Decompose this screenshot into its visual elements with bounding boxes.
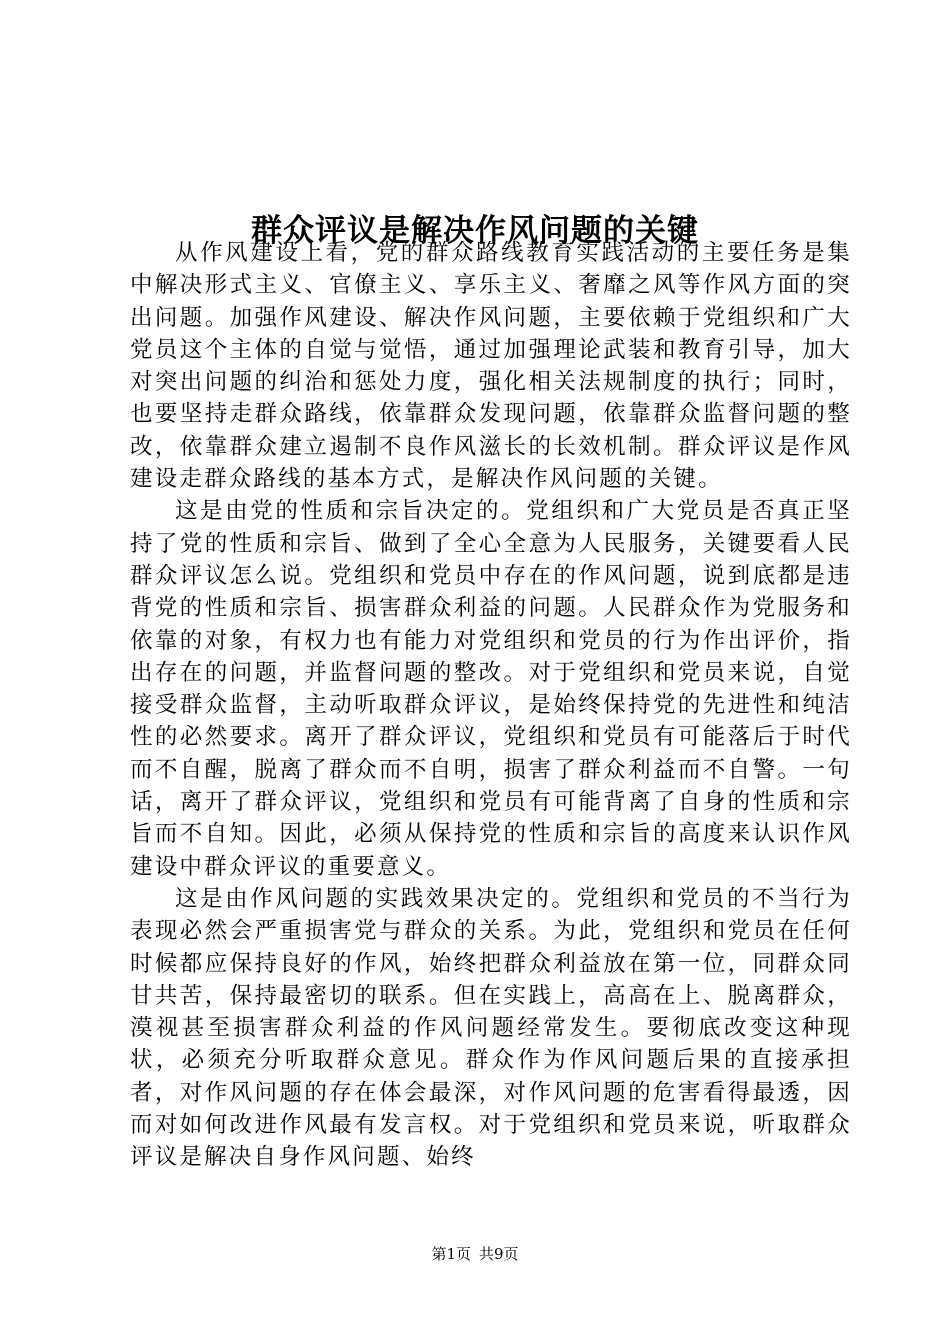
- page-footer: [0, 1244, 950, 1264]
- page-number-current: 第1页: [431, 1245, 471, 1263]
- document-title: 群众评议是解决作风问题的关键: [251, 212, 699, 249]
- paragraph-1: 从作风建设上看，党的群众路线教育实践活动的主要任务是集中解决形式主义、官僚主义、享乐主义、奢靡之风等作风方面的突出问题。加强作风建设、解决作风问题，主要依赖于党组织和广大党员这个主体的自觉与觉悟，通过加强理论武装和教育引导，加大对突出问题的纠治和惩处力度，强化相关法规制度的执行；同时，也要坚持走群众路线，依靠群众发现问题，依靠群众监督问题的整改，依靠群众建立遏制不良作风滋长的长效机制。群众评议是作风建设走群众路线的基本方式，是解决作风问题的关键。: [130, 240, 852, 493]
- paragraph-3: 这是由作风问题的实践效果决定的。党组织和党员的不当行为表现必然会严重损害党与群众的关系。为此，党组织和党员在任何时候都应保持良好的作风，始终把群众利益放在第一位，同群众同甘共苦，保持最密切的联系。但在实践上，高高在上、脱离群众，漠视甚至损害群众利益的作风问题经常发生。要彻底改变这种现状，必须充分听取群众意见。群众作为作风问题后果的直接承担者，对作风问题的存在体会最深，对作风问题的危害看得最透，因而对如何改进作风最有发言权。对于党组织和党员来说，听取群众评议是解决自身作风问题、始终: [130, 885, 852, 1171]
- document-body: [130, 237, 852, 1174]
- page-number-total: 共9页: [479, 1245, 519, 1263]
- paragraph-2: 这是由党的性质和宗旨决定的。党组织和广大党员是否真正坚持了党的性质和宗旨、做到了全心全意为人民服务，关键要看人民群众评议怎么说。党组织和党员中存在的作风问题，说到底都是违背党的性质和宗旨、损害群众利益的问题。人民群众作为党服务和依靠的对象，有权力也有能力对党组织和党员的行为作出评价，指出存在的问题，并监督问题的整改。对于党组织和党员来说，自觉接受群众监督，主动听取群众评议，是始终保持党的先进性和纯洁性的必然要求。离开了群众评议，党组织和党员有可能落后于时代而不自醒，脱离了群众而不自明，损害了群众利益而不自警。一句话，离开了群众评议，党组织和党员有可能背离了自身的性质和宗旨而不自知。因此，必须从保持党的性质和宗旨的高度来认识作风建设中群众评议的重要意义。: [130, 498, 852, 880]
